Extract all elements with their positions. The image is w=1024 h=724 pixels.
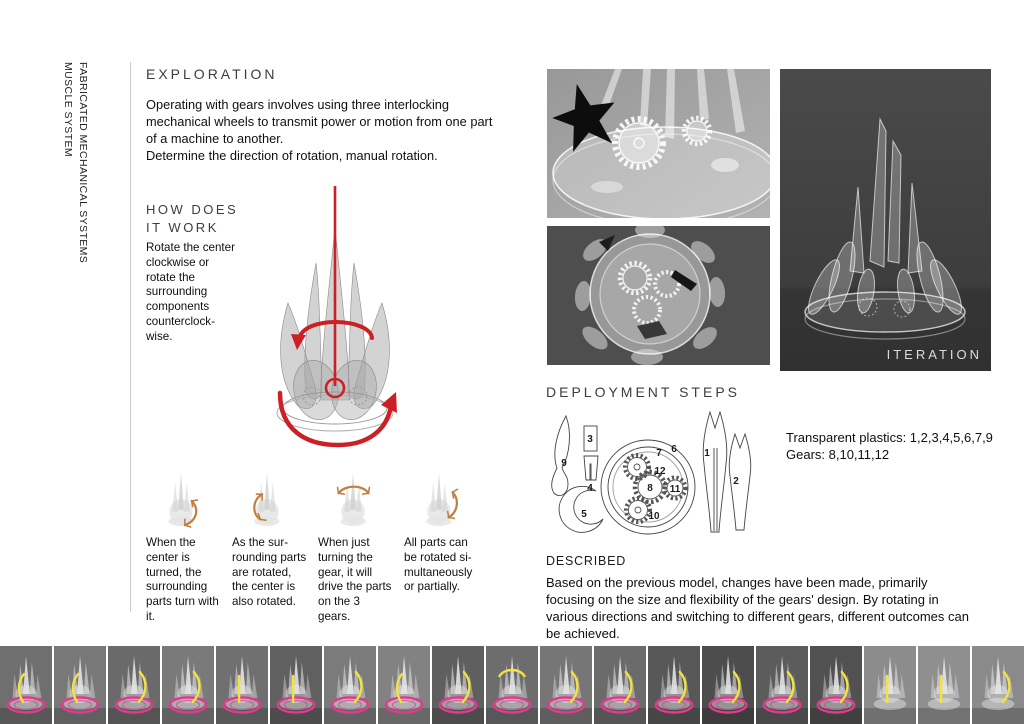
filmstrip-frame xyxy=(702,646,754,724)
filmstrip-frame xyxy=(108,646,160,724)
filmstrip-frame xyxy=(162,646,214,724)
part-label-1: 1 xyxy=(704,448,710,459)
step-4-illustration xyxy=(410,468,468,530)
how-heading-line2: IT WORK xyxy=(146,220,219,235)
part-label-10: 10 xyxy=(648,511,660,522)
filmstrip-frame xyxy=(324,646,376,724)
filmstrip-frame-image xyxy=(216,646,268,724)
filmstrip-frame xyxy=(0,646,52,724)
sidebar-vertical-title xyxy=(60,62,90,282)
part-label-9: 9 xyxy=(561,458,567,469)
filmstrip-frame xyxy=(918,646,970,724)
part-label-2: 2 xyxy=(733,476,739,487)
filmstrip-frame-image xyxy=(486,646,538,724)
photo-top-view-image xyxy=(547,226,770,365)
filmstrip-frame-image xyxy=(378,646,430,724)
step-2 xyxy=(232,468,308,625)
step-3-caption: When just turning the gear, it will drive the parts on the 3 gears. xyxy=(318,536,392,624)
deployment-diagram xyxy=(544,406,764,558)
filmstrip-frame xyxy=(378,646,430,724)
filmstrip-frame-image xyxy=(270,646,322,724)
photo-gear-closeup xyxy=(547,69,770,218)
legend-gears: Gears: 8,10,11,12 xyxy=(786,447,890,462)
part-label-8: 8 xyxy=(647,483,653,494)
filmstrip-frame xyxy=(864,646,916,724)
vertical-divider xyxy=(130,62,131,612)
filmstrip-frame-image xyxy=(648,646,700,724)
filmstrip-frame xyxy=(810,646,862,724)
filmstrip-frame xyxy=(756,646,808,724)
filmstrip-frame xyxy=(54,646,106,724)
step-1-illustration xyxy=(152,468,210,530)
exploration-heading: EXPLORATION xyxy=(146,66,278,82)
exploration-paragraph-line1: Operating with gears involves using three interlocking mechanical wheels to transmit power or motion from one part of a machine to another. xyxy=(146,97,493,146)
how-heading-line1: HOW DOES xyxy=(146,202,239,217)
filmstrip-frame-image xyxy=(108,646,160,724)
filmstrip-frame xyxy=(216,646,268,724)
described-heading: DESCRIBED xyxy=(546,554,627,568)
part-label-7: 7 xyxy=(656,448,662,459)
step-4-caption: All parts can be rotated si-multaneously or partially. xyxy=(404,536,473,594)
filmstrip-frame-image xyxy=(918,646,970,724)
step-3 xyxy=(318,468,394,625)
filmstrip-frame xyxy=(270,646,322,724)
filmstrip-frame-image xyxy=(162,646,214,724)
filmstrip-frame-image xyxy=(702,646,754,724)
filmstrip-frame-image xyxy=(324,646,376,724)
filmstrip-frame-image xyxy=(810,646,862,724)
filmstrip-frame xyxy=(594,646,646,724)
step-2-illustration xyxy=(238,468,296,530)
filmstrip-frame-image xyxy=(972,646,1024,724)
how-it-works-heading xyxy=(146,201,238,237)
filmstrip-frame xyxy=(486,646,538,724)
part-label-5: 5 xyxy=(581,509,587,520)
part-label-3: 3 xyxy=(587,434,593,445)
photo-iteration-model xyxy=(780,69,991,371)
part-label-12: 12 xyxy=(654,466,666,477)
photo-top-view xyxy=(547,226,770,365)
filmstrip-frame-image xyxy=(756,646,808,724)
filmstrip-frame xyxy=(432,646,484,724)
project-title-line2: MUSCLE SYSTEM xyxy=(62,62,74,158)
project-title-line1: FABRICATED MECHANICAL SYSTEMS xyxy=(77,62,89,264)
photo-gear-closeup-image xyxy=(547,69,770,218)
exploration-paragraph-line2: Determine the direction of rotation, manual rotation. xyxy=(146,147,438,163)
step-3-illustration xyxy=(324,468,382,530)
rotation-diagram xyxy=(250,168,445,463)
part-label-11: 11 xyxy=(669,484,681,495)
photo-iteration-model-image xyxy=(780,69,991,371)
step-1 xyxy=(146,468,222,625)
step-1-caption: When the center is turned, the surrounding parts turn with it. xyxy=(146,536,219,624)
described-paragraph: Based on the previous model, changes have been made, primarily focusing on the size and flexibility of the gears' design. By rotating in various directions and switching to different gears, different outcomes can be achieved. xyxy=(546,575,969,642)
legend-plastics: Transparent plastics: 1,2,3,4,5,6,7,9 xyxy=(786,430,993,445)
part-label-6: 6 xyxy=(671,444,677,455)
iteration-label: ITERATION xyxy=(886,347,982,362)
filmstrip-frame xyxy=(540,646,592,724)
exploration-paragraph xyxy=(146,97,498,165)
filmstrip-frame-image xyxy=(54,646,106,724)
rotation-steps xyxy=(146,468,490,625)
deployment-heading: DEPLOYMENT STEPS xyxy=(546,384,741,400)
filmstrip-frame xyxy=(972,646,1024,724)
filmstrip xyxy=(0,646,1024,724)
filmstrip-frame-image xyxy=(594,646,646,724)
filmstrip-frame-image xyxy=(0,646,52,724)
step-4 xyxy=(404,468,480,625)
part-label-4: 4 xyxy=(587,483,593,494)
how-it-works-note: Rotate the center clockwise or rotate the surrounding components counterclock-wise. xyxy=(146,241,235,343)
filmstrip-frame-image xyxy=(864,646,916,724)
filmstrip-frame xyxy=(648,646,700,724)
filmstrip-frame-image xyxy=(432,646,484,724)
materials-legend xyxy=(786,429,993,463)
step-2-caption: As the sur-rounding parts are rotated, the center is also rotated. xyxy=(232,536,307,609)
filmstrip-frame-image xyxy=(540,646,592,724)
